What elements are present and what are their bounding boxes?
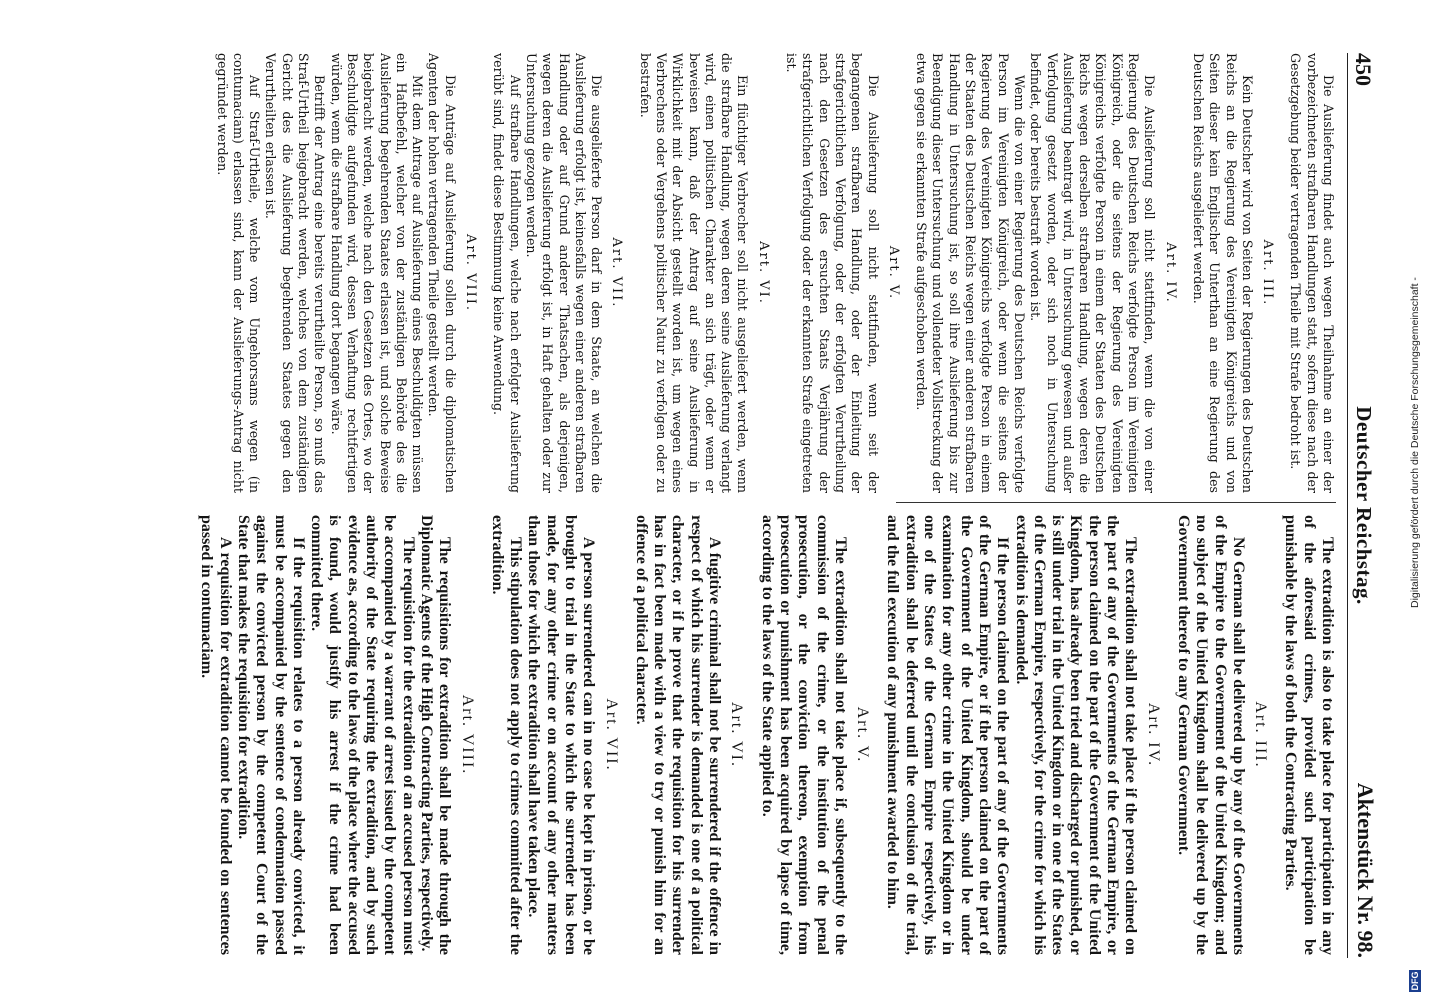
english-paragraph: The extradition shall not take place if the person claimed on the part of any of the Governments of the German Empire, or the person claimed on the part of the Government of the United Kingdom, has already been tried and discharged or punished, or is still under trial in the United Kingdom or in one of the States of the German Empire, respectively, for the crime for which his extradition is demanded. xyxy=(1012,515,1140,955)
english-paragraph: A person surrendered can in no case be kept in prison, or be brought to trial in the State to which the surrender has been made, for any other crime or on account of any other matters than those for which the extradition shall have taken place. xyxy=(525,515,598,955)
english-article-heading: Art. VIII. xyxy=(458,694,476,776)
english-paragraph: If the requisition relates to a person already convicted, it must be accompanied by the sentence of condemnation passed against the convicted person by the competent Court of the State that makes the requisition for extradition. xyxy=(234,515,307,955)
english-paragraph: This stipulation does not apply to crimes committed after the extradition. xyxy=(488,515,525,955)
english-article-heading: Art. VI. xyxy=(728,702,746,768)
german-paragraph: Die Auslieferung soll nicht stattfinden, wenn seit der begangenen strafbaren Handlung, oder der Einleitung der strafgerichtlichen Verfolgung, oder der erfolgten Verurtheilung nach den Gesetzen des ersuchten Staats Verjährung der strafgerichtlichen Verfolgung oder der erkannten Strafe eingetreten ist. xyxy=(784,53,881,493)
german-paragraph: Ein flüchtiger Verbrecher soll nicht ausgeliefert werden, wenn die strafbare Handlung, wegen deren seine Auslieferung verlangt wird, einen politischen Charakter an sich trägt, oder wenn er beweisen kann, daß der Antrag auf seine Auslieferung in Wirklichkeit mit der Absicht gestellt worden ist, um wegen eines Verbrechens oder Vergehens politischer Natur zu verfolgen oder zu bestrafen. xyxy=(637,53,751,493)
page-number: 450 xyxy=(1351,53,1376,86)
english-article-heading: Art. VII. xyxy=(602,698,620,772)
german-article-heading: Art. VI. xyxy=(755,241,771,305)
page-header xyxy=(1347,53,1378,958)
german-paragraph: Die ausgelieferte Person darf in dem Staate, an welchen die Auslieferung erfolgt ist, keinesfalls wegen einer anderen strafbaren Handlung oder auf Grund anderer Thatsachen, als derjenigen, wegen deren die Auslieferung erfolgt ist, in Haft gehalten oder zur Untersuchung gezogen werden. xyxy=(523,53,605,493)
german-paragraph: Die Anträge auf Auslieferung sollen durch die diplomatischen Agenten der hohen vertragenden Theile gestellt werden. xyxy=(426,53,458,493)
english-paragraph: A requisition for extradition cannot be founded on sentences passed in contumaciam. xyxy=(198,515,234,955)
digitization-credit: Digitalisierung gefördert durch die Deutsche Forschungsgemeinschaft - xyxy=(1409,277,1421,608)
english-article-heading: Art. III. xyxy=(1252,701,1270,769)
german-article-heading: Art. V. xyxy=(885,245,901,301)
german-paragraph: Die Auslieferung soll nicht stattfinden, wenn die von einer Regierung des Deutschen Reichs verfolgte Person im Vereinigten Königreich, oder die seitens der Regierung des Vereinigten Königreichs verfolgte Person in einem der Staaten des Deutschen Reichs wegen derselben strafbaren Handlung, wegen deren die Auslieferung beantragt wird, in Untersuchung gewesen und außer Verfolgung gesetzt worden, oder sich noch in Untersuchung befindet, oder bereits bestraft worden ist. xyxy=(1028,53,1158,493)
german-article-heading: Art. IV. xyxy=(1162,242,1178,304)
german-paragraph: Kein Deutscher wird von Seiten der Regierungen des Deutschen Reichs an die Regierung des Vereinigten Königreichs und von Seiten dieser kein Englischer Unterthan an eine Regierung des Deutschen Reichs ausgeliefert werden. xyxy=(1190,53,1255,493)
english-paragraph: No German shall be delivered up by any of the Governments of the Empire to the Government of the United Kingdom; and no subject of the United Kingdom shall be delivered up by the Government thereof to any German Government. xyxy=(1174,515,1247,955)
english-text-column xyxy=(146,515,1336,955)
english-paragraph: The requisitions for extradition shall be made through the Diplomatic Agents of the High Contracting Parties, respectively. xyxy=(417,515,454,955)
german-article-heading: Art. III. xyxy=(1260,239,1276,307)
english-article-heading: Art. IV. xyxy=(1144,702,1162,768)
german-paragraph: Betrifft der Antrag eine bereits verurtheilte Person, so muß das Straf-Urtheil beigebracht werden, welches von dem zuständigen Gericht des die Auslieferung begehrenden Staates gegen den Verurtheilten erlassen ist. xyxy=(263,53,328,493)
english-paragraph: If the person claimed on the part of any of the Governments of the German Empire, or if the person claimed on the part of the Government of the United Kingdom, should be under examination for any other crime in the United Kingdom or in one of the States of the German Empire respectively, his extradition shall be deferred until the conclusion of the trial, and the full execution of any punishment awarded to him. xyxy=(884,515,1012,955)
english-paragraph: The extradition is also to take place for participation in any of the aforesaid crimes, provided such participation be punishable by the laws of both the Contracting Parties. xyxy=(1282,515,1336,955)
german-article-heading: Art. VIII. xyxy=(463,233,479,313)
english-paragraph: The extradition shall not take place if, subsequently to the commission of the crime, or the institution of the penal prosecution, or the conviction thereon, exemption from prosecution or punishment has been acquired by lapse of time, according to the laws of the State applied to. xyxy=(758,515,849,955)
column-divider xyxy=(896,502,1336,503)
english-paragraph: A fugitive criminal shall not be surrendered if the offence in respect of which his surrender is demanded is one of a political character, or if he prove that the requisition for his surrender has in fact been made with a view to try or punish him for an offence of a political character. xyxy=(632,515,724,955)
rotated-page xyxy=(93,45,1378,975)
dfg-logo: DFG xyxy=(1410,971,1420,991)
german-paragraph: Auf strafbare Handlungen, welche nach erfolgter Auslieferung verübt sind, findet diese Bestimmung keine Anwendung. xyxy=(491,53,523,493)
german-paragraph: Wenn die von einer Regierung des Deutschen Reichs verfolgte Person im Vereinigten Königreich, oder wenn die seitens der Regierung des Vereinigten Königreichs verfolgte Person in einem der Staaten des Deutschen Reichs wegen einer anderen strafbaren Handlung in Untersuchung ist, so soll ihre Auslieferung bis zur Beendigung dieser Untersuchung und vollendeter Vollstreckung der etwa gegen sie erkannten Strafe aufgeschoben werden. xyxy=(914,53,1027,493)
page-title: Deutscher Reichstag. xyxy=(1352,406,1376,605)
english-article-heading: Art. V. xyxy=(854,706,872,764)
german-text-column xyxy=(146,53,1336,493)
german-article-heading: Art. VII. xyxy=(609,237,625,309)
annex-number: Aktenstück Nr. 98. xyxy=(1353,782,1378,958)
german-paragraph: Mit dem Antrage auf Auslieferung eines Beschuldigten müssen ein Haftbefehl, welcher von der zuständigen Behörde des die Auslieferung begehrenden Staates erlassen ist, und solche Beweise beigebracht werden, welche nach den Gesetzen des Ortes, wo der Beschuldigte aufgefunden wird, dessen Verhaftung rechtfertigen würden, wenn die strafbare Handlung dort begangen wäre. xyxy=(328,53,426,493)
english-paragraph: The requisition for the extradition of an accused person must be accompanied by a warrant of arrest issued by the competent authority of the State requiring the extradition, and by such evidence as, according to the laws of the place where the accused is found, would justify his arrest if the crime had been committed there. xyxy=(308,515,417,955)
german-paragraph: Die Auslieferung findet auch wegen Theilnahme an einer der vorbezeichneten strafbaren Handlungen statt, sofern diese nach der Gesetzgebung beider vertragenden Theile mit Strafe bedroht ist. xyxy=(1288,53,1336,493)
german-paragraph: Auf Straf-Urtheile, welche vom Ungehorsams wegen (in contumaciam) erlassen sind, kann der Auslieferungs-Antrag nicht gegründet werden. xyxy=(214,53,263,493)
